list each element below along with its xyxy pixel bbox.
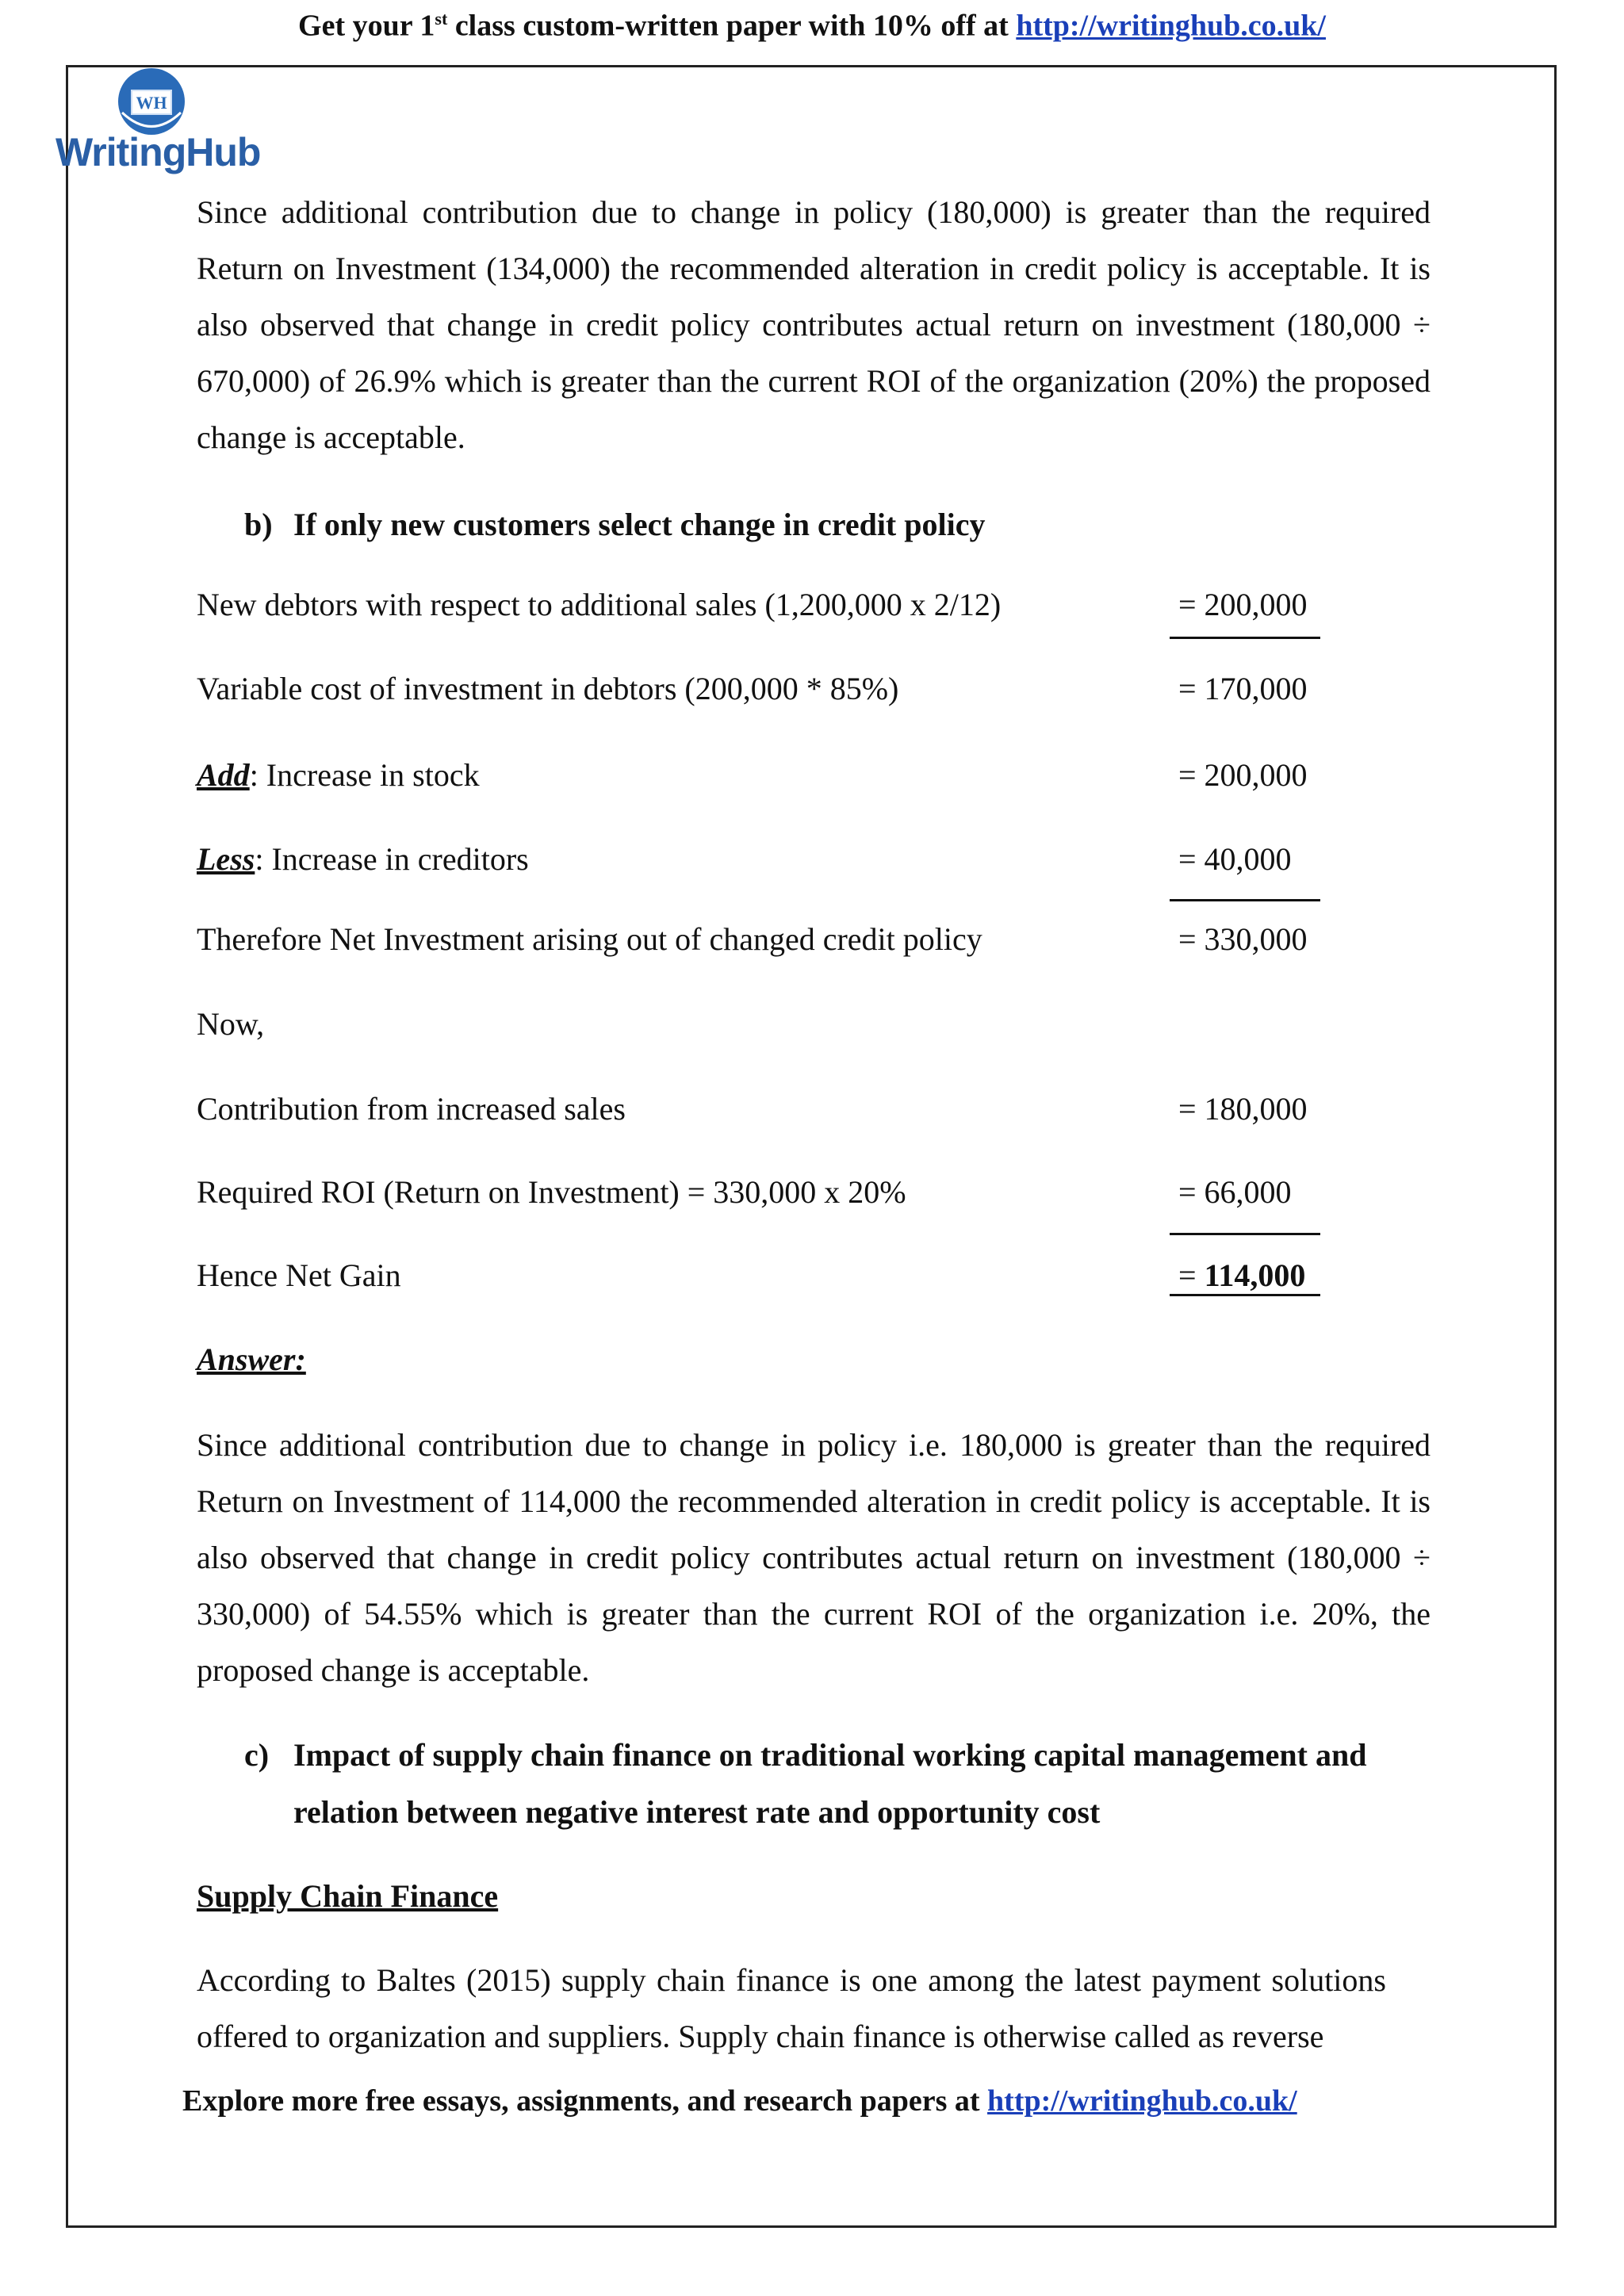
now-label: Now, [197, 1006, 265, 1042]
net-gain-equals: = [1178, 1257, 1205, 1293]
calc-value: = 40,000 [1178, 841, 1292, 877]
calc-value: = 66,000 [1178, 1174, 1292, 1210]
calc-label: Variable cost of investment in debtors (200,000 * 85%) [197, 671, 899, 706]
calc-row-now [197, 1001, 1323, 1048]
first-paragraph-block [197, 184, 1431, 465]
bottom-promo-banner [182, 2084, 1297, 2118]
paragraph-supply-chain: According to Baltes (2015) supply chain finance is one among the latest payment solutions offered to organization and suppliers. Supply chain finance is otherwise called as reverse [197, 1962, 1386, 2054]
calc-value: = 180,000 [1178, 1091, 1308, 1127]
answer-heading-row [197, 1336, 1323, 1383]
calc-row-contribution [197, 1085, 1323, 1133]
calc-label [197, 752, 480, 799]
add-keyword: Add [197, 757, 250, 793]
calc-label: Contribution from increased sales [197, 1091, 626, 1127]
underline-rule [1170, 1294, 1320, 1296]
calc-label-text: : Increase in creditors [255, 841, 529, 877]
footer-link[interactable]: http://writinghub.co.uk/ [987, 2084, 1297, 2118]
footer-text: Explore more free essays, assignments, and research papers at [182, 2084, 988, 2118]
promo-superscript: st [435, 9, 448, 29]
third-paragraph-block [197, 1952, 1386, 2064]
logo-badge-text: WH [136, 93, 167, 113]
calc-label-text: : Increase in stock [249, 757, 480, 793]
calc-label [197, 836, 529, 883]
calc-value: = 170,000 [1178, 671, 1308, 706]
calc-row-new-debtors [197, 581, 1323, 629]
answer-label: Answer: [197, 1341, 306, 1377]
section-c-number: c) [244, 1737, 270, 1773]
second-paragraph-block [197, 1417, 1431, 1698]
calc-value: = 200,000 [1178, 587, 1308, 622]
section-c-heading-cont [293, 1784, 1100, 1841]
promo-text-prefix: Get your 1 [298, 9, 435, 43]
calc-label: Required ROI (Return on Investment) = 330,000 x 20% [197, 1174, 906, 1210]
section-c-heading [244, 1727, 1366, 1784]
calc-value: = 330,000 [1178, 921, 1308, 957]
calc-row-variable-cost [197, 665, 1323, 713]
paragraph-conclusion-a: Since additional contribution due to change in policy (180,000) is greater than the required Return on Investment (134,000) the recommended alteration in credit policy is acceptable. It is also observed that change in credit policy contributes actual return on investment (180,000 ÷ 670,000) of 26.9% which is greater than the current ROI of the organization (20%) the proposed change is acceptable. [197, 194, 1431, 455]
underline-rule [1170, 899, 1320, 901]
top-promo-banner [0, 0, 1624, 44]
calc-row-required-roi [197, 1169, 1323, 1216]
promo-text-rest: class custom-written paper with 10% off at [447, 9, 1017, 43]
calc-label: Therefore Net Investment arising out of changed credit policy [197, 921, 982, 957]
section-b-heading [244, 496, 985, 553]
section-b-title: If only new customers select change in credit policy [293, 507, 986, 542]
calc-row-increase-stock [197, 752, 1323, 799]
logo-wordmark: WritingHub [56, 130, 261, 174]
section-c-line-2: relation between negative interest rate and opportunity cost [293, 1794, 1101, 1830]
underline-rule [1170, 1233, 1320, 1235]
underline-rule [1170, 637, 1320, 639]
supply-chain-finance-heading: Supply Chain Finance [197, 1878, 499, 1914]
calc-value [1178, 1252, 1305, 1299]
calc-label: New debtors with respect to additional sales (1,200,000 x 2/12) [197, 587, 1002, 622]
calc-label: Hence Net Gain [197, 1257, 401, 1293]
scf-heading-row [197, 1873, 1323, 1920]
promo-link[interactable]: http://writinghub.co.uk/ [1016, 9, 1326, 43]
calc-row-net-investment [197, 916, 1323, 963]
calc-value: = 200,000 [1178, 757, 1308, 793]
section-b-number: b) [244, 507, 273, 542]
paragraph-conclusion-b: Since additional contribution due to change in policy i.e. 180,000 is greater than the required Return on Investment of 114,000 the recommended alteration in credit policy is acceptable. It is also observed that change in credit policy contributes actual return on investment (180,000 ÷ 330,000) of 54.55% which is greater than the current ROI of the organization i.e. 20%, the proposed change is acceptable. [197, 1427, 1431, 1688]
net-gain-amount: 114,000 [1204, 1257, 1306, 1293]
section-c-line-1: Impact of supply chain finance on traditional working capital management and [293, 1737, 1367, 1773]
calc-row-increase-creditors [197, 836, 1323, 883]
less-keyword: Less [197, 841, 255, 877]
calc-row-net-gain [197, 1252, 1323, 1299]
